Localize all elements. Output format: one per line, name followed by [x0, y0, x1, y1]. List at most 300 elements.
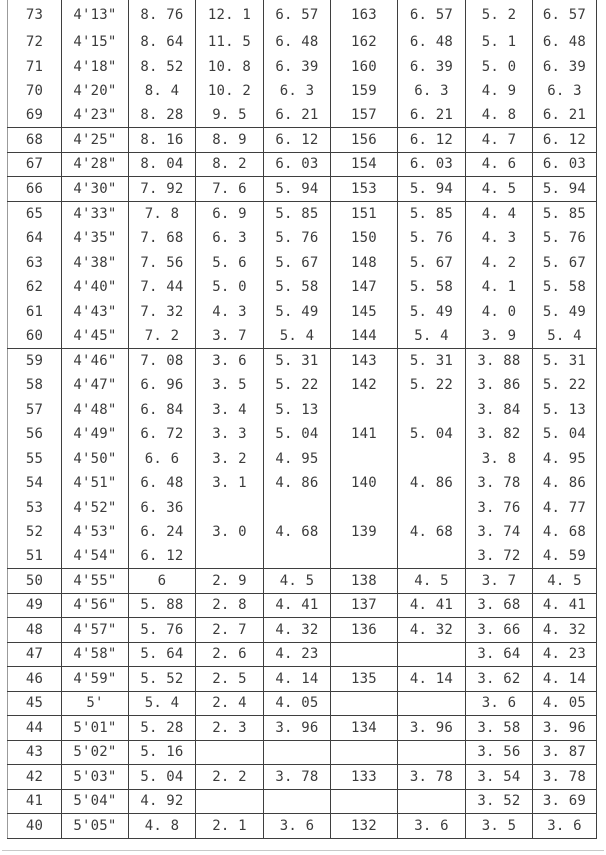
table-cell: 4. 5 [264, 569, 331, 593]
table-cell: 145 [331, 300, 398, 325]
table-cell: 6. 12 [264, 128, 331, 152]
table-cell: 6. 39 [398, 55, 466, 80]
table-cell: 11. 5 [196, 30, 264, 55]
table-cell: 3. 7 [466, 569, 533, 593]
table-cell: 3. 64 [466, 643, 533, 667]
table-cell: 3. 78 [398, 765, 466, 789]
table-row [7, 716, 597, 741]
table-cell: 4. 86 [398, 471, 466, 496]
row-id-cell: 44 [7, 716, 62, 740]
table-cell: 4. 86 [533, 471, 597, 496]
table-cell: 6. 72 [129, 422, 196, 447]
table-cell: 2. 9 [196, 569, 264, 593]
table-cell: 5. 28 [129, 716, 196, 740]
table-cell: 4. 5 [398, 569, 466, 593]
table-cell: 4'53" [62, 520, 129, 545]
table-cell: 4'54" [62, 545, 129, 569]
table-cell [331, 741, 398, 765]
table-cell: 4'23" [62, 104, 129, 128]
table-cell: 3. 78 [533, 765, 597, 789]
table-cell: 7. 32 [129, 300, 196, 325]
row-id-cell: 62 [7, 275, 62, 300]
row-id-cell: 70 [7, 79, 62, 104]
table-row [7, 177, 597, 202]
table-cell [331, 398, 398, 423]
table-cell: 8. 4 [129, 79, 196, 104]
table-cell [398, 741, 466, 765]
table-row [7, 741, 597, 766]
table-cell: 5. 22 [398, 373, 466, 398]
table-cell: 5. 76 [398, 226, 466, 251]
table-cell: 3. 56 [466, 741, 533, 765]
table-cell: 4. 3 [466, 226, 533, 251]
table-cell: 4'43" [62, 300, 129, 325]
table-cell: 3. 88 [466, 349, 533, 374]
table-cell [196, 790, 264, 814]
table-row [7, 300, 597, 325]
table-cell: 7. 08 [129, 349, 196, 374]
table-cell: 6. 3 [398, 79, 466, 104]
table-row [7, 202, 597, 227]
table-cell: 5. 67 [264, 251, 331, 276]
table-cell: 5. 22 [533, 373, 597, 398]
table-row [7, 471, 597, 496]
table-cell: 4'59" [62, 667, 129, 691]
table-cell: 132 [331, 814, 398, 838]
table-row [7, 790, 597, 815]
table-cell: 8. 9 [196, 128, 264, 152]
conversion-table [7, 0, 597, 839]
table-cell [398, 496, 466, 521]
table-cell: 4'18" [62, 55, 129, 80]
table-cell: 154 [331, 153, 398, 177]
row-id-cell: 57 [7, 398, 62, 423]
table-cell: 4. 8 [129, 814, 196, 838]
table-row [7, 422, 597, 447]
table-cell: 6. 39 [533, 55, 597, 80]
table-cell: 7. 56 [129, 251, 196, 276]
row-id-cell: 72 [7, 30, 62, 55]
table-cell: 4'48" [62, 398, 129, 423]
table-cell: 4'51" [62, 471, 129, 496]
table-row [7, 275, 597, 300]
table-row [7, 0, 597, 30]
table-cell: 5. 4 [264, 324, 331, 348]
table-cell: 147 [331, 275, 398, 300]
table-cell: 6. 3 [264, 79, 331, 104]
table-cell: 5. 85 [533, 202, 597, 227]
table-cell: 4. 68 [264, 520, 331, 545]
table-cell: 6. 03 [398, 153, 466, 177]
row-id-cell: 55 [7, 447, 62, 472]
table-cell [196, 496, 264, 521]
table-cell: 6. 57 [398, 0, 466, 30]
page-edge-divider [2, 850, 604, 851]
table-cell: 3. 0 [196, 520, 264, 545]
table-cell: 8. 76 [129, 0, 196, 30]
row-id-cell: 66 [7, 177, 62, 201]
row-id-cell: 56 [7, 422, 62, 447]
table-cell: 6 [129, 569, 196, 593]
table-cell: 4'52" [62, 496, 129, 521]
table-cell: 3. 82 [466, 422, 533, 447]
table-cell: 5. 22 [264, 373, 331, 398]
table-cell: 5'04" [62, 790, 129, 814]
table-cell: 134 [331, 716, 398, 740]
table-cell: 4'35" [62, 226, 129, 251]
table-cell: 7. 68 [129, 226, 196, 251]
table-cell: 6. 6 [129, 447, 196, 472]
row-id-cell: 54 [7, 471, 62, 496]
table-cell: 5. 4 [533, 324, 597, 348]
table-row [7, 324, 597, 349]
table-cell: 4. 86 [264, 471, 331, 496]
table-cell: 5'01" [62, 716, 129, 740]
table-cell: 3. 52 [466, 790, 533, 814]
table-cell: 8. 04 [129, 153, 196, 177]
table-cell: 5. 04 [264, 422, 331, 447]
table-row [7, 496, 597, 521]
row-id-cell: 59 [7, 349, 62, 374]
table-cell: 4'25" [62, 128, 129, 152]
row-id-cell: 63 [7, 251, 62, 276]
row-id-cell: 40 [7, 814, 62, 838]
table-cell [331, 496, 398, 521]
table-cell: 4. 23 [533, 643, 597, 667]
table-cell: 6. 3 [196, 226, 264, 251]
table-cell: 4'50" [62, 447, 129, 472]
table-cell: 4'15" [62, 30, 129, 55]
table-cell [196, 545, 264, 569]
table-cell: 137 [331, 594, 398, 618]
table-row [7, 398, 597, 423]
table-cell: 2. 3 [196, 716, 264, 740]
table-cell: 5. 58 [264, 275, 331, 300]
table-cell: 5. 04 [533, 422, 597, 447]
row-id-cell: 42 [7, 765, 62, 789]
table-cell: 156 [331, 128, 398, 152]
table-cell: 4. 32 [398, 618, 466, 642]
table-cell: 3. 2 [196, 447, 264, 472]
table-cell: 3. 96 [398, 716, 466, 740]
table-cell: 4'33" [62, 202, 129, 227]
table-cell: 5. 94 [398, 177, 466, 201]
table-cell: 3. 78 [466, 471, 533, 496]
table-cell: 6. 96 [129, 373, 196, 398]
table-cell: 150 [331, 226, 398, 251]
table-cell: 157 [331, 104, 398, 128]
table-cell: 144 [331, 324, 398, 348]
table-cell: 6. 03 [533, 153, 597, 177]
table-cell: 7. 6 [196, 177, 264, 201]
table-cell [196, 741, 264, 765]
table-cell: 3. 6 [196, 349, 264, 374]
table-row [7, 814, 597, 839]
table-cell: 2. 5 [196, 667, 264, 691]
table-cell: 151 [331, 202, 398, 227]
table-cell: 142 [331, 373, 398, 398]
row-id-cell: 52 [7, 520, 62, 545]
table-row [7, 447, 597, 472]
table-cell: 4. 41 [398, 594, 466, 618]
table-cell: 5. 04 [129, 765, 196, 789]
table-cell: 159 [331, 79, 398, 104]
table-cell: 8. 2 [196, 153, 264, 177]
table-cell: 3. 1 [196, 471, 264, 496]
table-cell: 5. 94 [264, 177, 331, 201]
table-cell: 5. 13 [533, 398, 597, 423]
table-cell: 138 [331, 569, 398, 593]
table-cell: 4. 68 [533, 520, 597, 545]
table-cell: 2. 6 [196, 643, 264, 667]
table-cell: 4'40" [62, 275, 129, 300]
row-id-cell: 41 [7, 790, 62, 814]
table-cell: 9. 5 [196, 104, 264, 128]
table-row [7, 643, 597, 668]
table-row [7, 692, 597, 717]
table-cell: 3. 78 [264, 765, 331, 789]
table-cell: 4'57" [62, 618, 129, 642]
table-cell: 5. 2 [466, 0, 533, 30]
table-cell: 3. 68 [466, 594, 533, 618]
table-cell: 4'46" [62, 349, 129, 374]
table-cell: 3. 66 [466, 618, 533, 642]
table-row [7, 569, 597, 594]
table-cell: 4. 0 [466, 300, 533, 325]
row-id-cell: 73 [7, 0, 62, 30]
table-cell: 4'49" [62, 422, 129, 447]
table-cell [398, 790, 466, 814]
table-cell: 136 [331, 618, 398, 642]
table-cell: 4. 68 [398, 520, 466, 545]
row-id-cell: 69 [7, 104, 62, 128]
table-cell: 6. 21 [264, 104, 331, 128]
table-cell: 2. 8 [196, 594, 264, 618]
table-cell: 4. 3 [196, 300, 264, 325]
row-id-cell: 68 [7, 128, 62, 152]
table-cell: 6. 12 [129, 545, 196, 569]
table-cell: 6. 12 [398, 128, 466, 152]
table-cell: 6. 84 [129, 398, 196, 423]
table-cell: 5. 88 [129, 594, 196, 618]
table-cell: 8. 64 [129, 30, 196, 55]
row-id-cell: 49 [7, 594, 62, 618]
table-cell: 5. 49 [264, 300, 331, 325]
row-id-cell: 65 [7, 202, 62, 227]
table-cell: 4. 95 [533, 447, 597, 472]
table-cell: 5. 67 [398, 251, 466, 276]
table-cell: 3. 87 [533, 741, 597, 765]
table-cell: 133 [331, 765, 398, 789]
table-cell [264, 790, 331, 814]
row-id-cell: 47 [7, 643, 62, 667]
table-cell: 6. 48 [533, 30, 597, 55]
table-cell: 10. 2 [196, 79, 264, 104]
table-cell: 4'38" [62, 251, 129, 276]
table-cell: 4. 7 [466, 128, 533, 152]
table-cell: 6. 39 [264, 55, 331, 80]
table-cell: 3. 5 [196, 373, 264, 398]
table-cell: 4. 41 [264, 594, 331, 618]
table-cell: 6. 12 [533, 128, 597, 152]
table-cell: 148 [331, 251, 398, 276]
table-cell: 5. 04 [398, 422, 466, 447]
table-cell: 5. 67 [533, 251, 597, 276]
table-cell: 4. 05 [533, 692, 597, 716]
table-cell: 5. 31 [533, 349, 597, 374]
table-cell: 2. 7 [196, 618, 264, 642]
table-cell [398, 447, 466, 472]
table-cell: 4'55" [62, 569, 129, 593]
table-cell [331, 643, 398, 667]
table-cell: 4. 5 [533, 569, 597, 593]
table-cell: 8. 28 [129, 104, 196, 128]
table-cell: 8. 16 [129, 128, 196, 152]
row-id-cell: 64 [7, 226, 62, 251]
table-cell: 4'13" [62, 0, 129, 30]
table-cell: 3. 54 [466, 765, 533, 789]
table-cell: 5. 85 [264, 202, 331, 227]
table-cell: 7. 8 [129, 202, 196, 227]
table-cell: 5. 6 [196, 251, 264, 276]
table-cell: 4. 5 [466, 177, 533, 201]
table-cell: 2. 1 [196, 814, 264, 838]
table-cell: 3. 96 [533, 716, 597, 740]
table-cell: 5. 76 [533, 226, 597, 251]
table-cell: 5. 16 [129, 741, 196, 765]
table-cell: 4. 32 [533, 618, 597, 642]
table-cell: 3. 69 [533, 790, 597, 814]
table-cell: 5. 64 [129, 643, 196, 667]
row-id-cell: 45 [7, 692, 62, 716]
table-cell: 5. 76 [129, 618, 196, 642]
table-cell: 3. 7 [196, 324, 264, 348]
table-cell: 143 [331, 349, 398, 374]
row-id-cell: 43 [7, 741, 62, 765]
table-row [7, 104, 597, 129]
table-cell: 12. 1 [196, 0, 264, 30]
table-cell: 5. 49 [398, 300, 466, 325]
table-cell: 4. 6 [466, 153, 533, 177]
table-row [7, 520, 597, 545]
table-cell: 7. 92 [129, 177, 196, 201]
table-cell: 4. 05 [264, 692, 331, 716]
table-cell: 135 [331, 667, 398, 691]
table-cell [398, 643, 466, 667]
table-cell: 2. 4 [196, 692, 264, 716]
table-cell: 6. 3 [533, 79, 597, 104]
row-id-cell: 50 [7, 569, 62, 593]
table-cell: 6. 48 [398, 30, 466, 55]
table-cell: 4'20" [62, 79, 129, 104]
table-cell: 5. 4 [398, 324, 466, 348]
row-id-cell: 46 [7, 667, 62, 691]
table-cell: 7. 44 [129, 275, 196, 300]
table-cell: 162 [331, 30, 398, 55]
table-cell: 5'03" [62, 765, 129, 789]
table-cell: 3. 6 [533, 814, 597, 838]
table-cell: 6. 21 [533, 104, 597, 128]
row-id-cell: 53 [7, 496, 62, 521]
table-cell: 3. 9 [466, 324, 533, 348]
table-cell: 3. 74 [466, 520, 533, 545]
table-cell: 5. 58 [533, 275, 597, 300]
table-cell: 4'28" [62, 153, 129, 177]
table-row [7, 251, 597, 276]
table-cell: 4. 23 [264, 643, 331, 667]
table-cell: 160 [331, 55, 398, 80]
table-cell: 140 [331, 471, 398, 496]
table-cell: 3. 96 [264, 716, 331, 740]
table-cell: 4. 14 [533, 667, 597, 691]
table-cell: 3. 72 [466, 545, 533, 569]
table-row [7, 349, 597, 374]
table-cell: 4. 14 [398, 667, 466, 691]
table-cell: 5'02" [62, 741, 129, 765]
table-row [7, 128, 597, 153]
table-cell: 5. 52 [129, 667, 196, 691]
table-cell: 3. 76 [466, 496, 533, 521]
table-cell: 4. 2 [466, 251, 533, 276]
table-cell: 4'58" [62, 643, 129, 667]
table-cell [264, 545, 331, 569]
table-cell: 3. 6 [398, 814, 466, 838]
table-cell: 4'56" [62, 594, 129, 618]
table-cell: 4. 95 [264, 447, 331, 472]
table-cell: 4. 77 [533, 496, 597, 521]
table-cell: 5'05" [62, 814, 129, 838]
table-row [7, 594, 597, 619]
table-cell: 3. 6 [466, 692, 533, 716]
row-id-cell: 58 [7, 373, 62, 398]
table-cell: 4'47" [62, 373, 129, 398]
table-cell: 5. 1 [466, 30, 533, 55]
table-cell: 2. 2 [196, 765, 264, 789]
row-id-cell: 48 [7, 618, 62, 642]
table-cell [331, 790, 398, 814]
table-cell [331, 692, 398, 716]
table-cell: 10. 8 [196, 55, 264, 80]
table-cell: 6. 03 [264, 153, 331, 177]
table-cell: 3. 84 [466, 398, 533, 423]
table-cell: 6. 9 [196, 202, 264, 227]
table-cell: 3. 6 [264, 814, 331, 838]
row-id-cell: 61 [7, 300, 62, 325]
table-cell: 3. 62 [466, 667, 533, 691]
row-id-cell: 60 [7, 324, 62, 348]
table-cell: 6. 57 [533, 0, 597, 30]
table-row [7, 765, 597, 790]
table-cell: 3. 4 [196, 398, 264, 423]
table-cell: 6. 36 [129, 496, 196, 521]
table-cell: 5. 4 [129, 692, 196, 716]
table-cell: 5. 0 [196, 275, 264, 300]
table-cell [264, 496, 331, 521]
table-cell: 4. 41 [533, 594, 597, 618]
table-cell: 4. 9 [466, 79, 533, 104]
table-cell: 3. 8 [466, 447, 533, 472]
table-cell [331, 545, 398, 569]
table-cell: 3. 3 [196, 422, 264, 447]
table-cell: 7. 2 [129, 324, 196, 348]
table-row [7, 153, 597, 178]
table-row [7, 618, 597, 643]
table-cell: 5. 31 [398, 349, 466, 374]
table-cell: 4. 92 [129, 790, 196, 814]
table-cell: 6. 24 [129, 520, 196, 545]
row-id-cell: 71 [7, 55, 62, 80]
table-cell: 3. 86 [466, 373, 533, 398]
